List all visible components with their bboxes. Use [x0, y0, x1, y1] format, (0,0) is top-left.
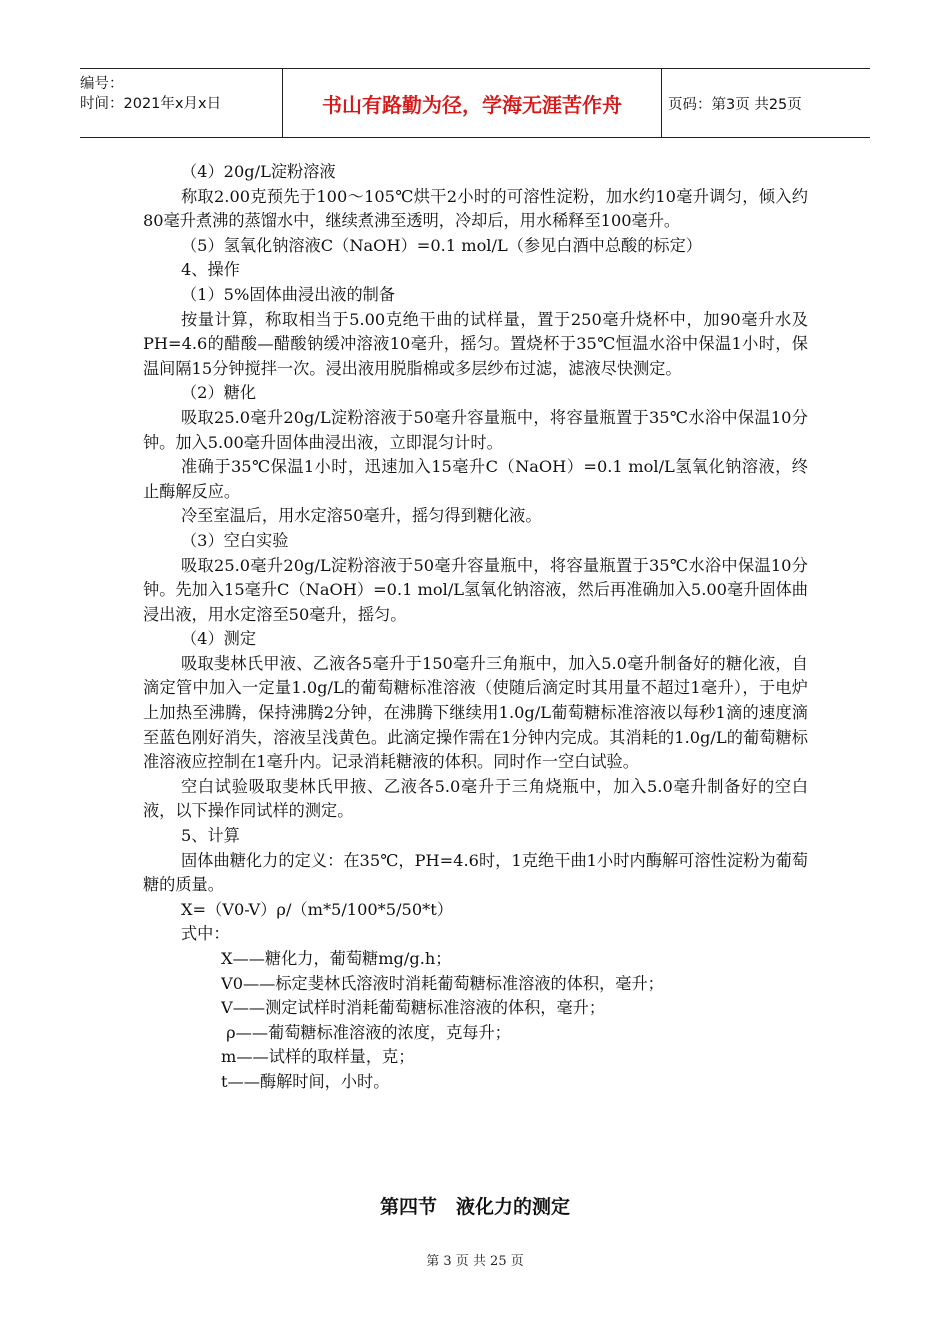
subheading-extract-prep: （1）5%固体曲浸出液的制备	[181, 284, 396, 304]
paragraph: 空白试验吸取斐林氏甲掖、乙液各5.0毫升于三角烧瓶中，加入5.0毫升制备好的空白液，以下操作同试样的测定。	[143, 776, 808, 821]
paragraph: 固体曲糖化力的定义：在35℃，PH=4.6时，1克绝干曲1小时内酶解可溶性淀粉为葡萄糖的质量。	[143, 850, 808, 895]
header-motto: 书山有路勤为径，学海无涯苦作舟	[282, 69, 662, 137]
number-label: 编号：	[80, 76, 124, 92]
date-label: 时间：2021年x月x日	[80, 96, 222, 112]
paragraph: 称取2.00克预先于100～105℃烘干2小时的可溶性淀粉，加水约10毫升调匀，倾入约80毫升煮沸的蒸馏水中，继续煮沸至透明，冷却后，用水稀释至100毫升。	[143, 186, 808, 231]
formula-variable: ρ——葡萄糖标准溶液的浓度，克每升；	[221, 1022, 511, 1042]
formula-where-label: 式中：	[181, 924, 230, 944]
paragraph: 吸取25.0毫升20g/L淀粉溶液于50毫升容量瓶中，将容量瓶置于35℃水浴中保温10分钟。加入5.00毫升固体曲浸出液，立即混匀计时。	[143, 407, 808, 452]
paragraph: 准确于35℃保温1小时，迅速加入15毫升C（NaOH）=0.1 mol/L氢氧化钠溶液，终止酶解反应。	[143, 457, 808, 501]
paragraph: 按量计算，称取相当于5.00克绝干曲的试样量，置于250毫升烧杯中，加90毫升水及PH=4.6的醋酸—醋酸钠缓冲溶液10毫升，摇匀。置烧杯于35℃恒温水浴中保温1小时，保温间隔15分钟搅拌一次。浸出液用脱脂棉或多层纱布过滤，滤液尽快测定。	[143, 309, 808, 378]
paragraph: 冷至室温后，用水定溶50毫升，摇匀得到糖化液。	[181, 506, 542, 526]
subheading-starch-solution: （4）20g/L淀粉溶液	[181, 162, 336, 181]
paragraph: 吸取25.0毫升20g/L淀粉溶液于50毫升容量瓶中，将容量瓶置于35℃水浴中保温10分钟。先加入15毫升C（NaOH）=0.1 mol/L氢氧化钠溶液，然后再准确加入5.00毫升固体曲浸出液，用水定溶至50毫升，摇匀。	[143, 555, 808, 624]
subheading-saccharification: （2）糖化	[181, 383, 257, 403]
subheading-blank-test: （3）空白实验	[181, 530, 289, 550]
header-page-number: 页码：第3页 共25页	[668, 96, 802, 113]
header-meta	[80, 69, 280, 137]
formula-variable: V0——标定斐林氏溶液时消耗葡萄糖标准溶液的体积，毫升；	[221, 973, 664, 993]
heading-operation: 4、操作	[181, 260, 240, 280]
formula-variable: t——酶解时间，小时。	[221, 1071, 390, 1091]
formula-variable: V——测定试样时消耗葡萄糖标准溶液的体积，毫升；	[221, 998, 606, 1018]
page-footer: 第 3 页 共 25 页	[426, 1254, 524, 1269]
subheading-naoh-solution: （5）氢氧化钠溶液C（NaOH）=0.1 mol/L（参见白酒中总酸的标定）	[181, 235, 702, 255]
formula: X=（V0-V）ρ/（m*5/100*5/50*t）	[181, 899, 453, 919]
subheading-determination: （4）测定	[181, 629, 257, 649]
formula-variable: m——试样的取样量，克；	[221, 1047, 415, 1067]
formula-variable: X——糖化力，葡萄糖mg/g.h；	[221, 949, 452, 968]
paragraph: 吸取斐林氏甲液、乙液各5毫升于150毫升三角瓶中，加入5.0毫升制备好的糖化液，自滴定管中加入一定量1.0g/L的葡萄糖标准溶液（使随后滴定时其用量不超过1毫升），于电炉上加热至沸腾，保持沸腾2分钟，在沸腾下继续用1.0g/L葡萄糖标准溶液以每秒1滴的速度滴至蓝色刚好消失，溶液呈浅黄色。此滴定操作需在1分钟内完成。其消耗的1.0g/L的葡萄糖标准溶液应控制在1毫升内。记录消耗糖液的体积。同时作一空白试验。	[143, 653, 808, 772]
heading-calculation: 5、计算	[181, 826, 240, 846]
section-title: 第四节 液化力的测定	[379, 1196, 570, 1218]
document-body	[143, 160, 808, 1095]
page-header	[80, 68, 870, 138]
